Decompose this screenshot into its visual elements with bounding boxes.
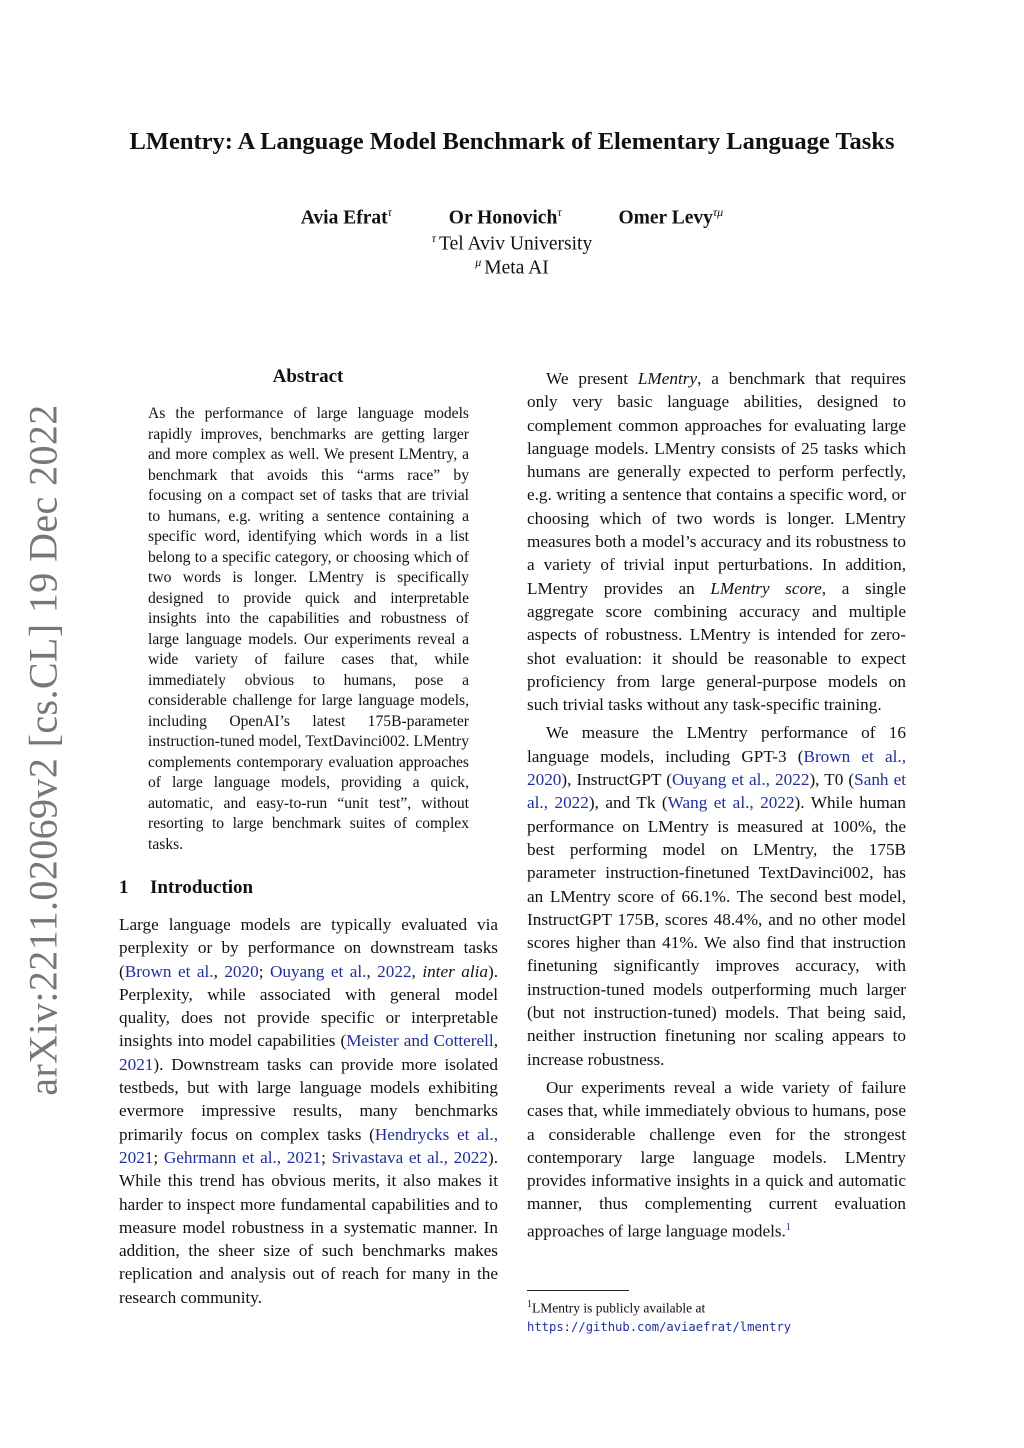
italic-text: LMentry score [710,578,822,598]
text-run: ; [321,1147,332,1167]
affiliation [0,231,1024,256]
abstract-heading: Abstract [272,366,344,387]
citation-link[interactable]: Ouyang et al., 2022 [671,770,810,790]
paragraph [527,1076,906,1243]
citation-link[interactable]: Ouyang et al. [269,961,367,981]
text-run: ). While human performance on LMentry is measured at 100%, the best performing model on LMentry, the 175B parameter instruction-finetuned TextDavinci002, has an LMentry score of 66.1%. The second best model, InstructGPT 175B, scores 48.4%, and no other model scores higher than 41%. We also find that instruction finetuning significantly improves accuracy, with instruction-tuned models outperforming much larger (but not instruction-tuned) models. That being said, neither instruction finetuning nor scaling appears to increase robustness. [527,793,906,1069]
intro-paragraph [119,913,498,1309]
text-run: We measure the LMentry performance of 16 language models, including GPT-3 ( [527,723,906,766]
citation-link[interactable]: 2020 [224,961,259,981]
text-run: , [366,961,378,981]
author-name: Avia Efrat [300,207,388,229]
section-heading [119,877,253,899]
section-title: Introduction [150,877,254,898]
text-run: , [493,1031,498,1051]
italic-text: inter alia [422,961,488,981]
paper-title: LMentry: A Language Model Benchmark of Elementary Language Tasks [129,128,895,155]
text-run: ), T0 ( [809,770,855,790]
citation-link[interactable]: Gehrmann et al., 2021 [163,1147,322,1167]
affiliation-mark: τ [387,205,392,219]
text-run: Our experiments reveal a wide variety of failure cases that, while immediately obvious to humans, pose a considerable challenge even for the strongest contemporary large language models. LMentry provides informative insights in a quick and automatic manner, thus complementing current evaluation approaches of large language models. [527,1077,906,1241]
github-link[interactable]: https://github.com/aviaefrat/lmentry [527,1319,792,1334]
citation-link[interactable]: Brown et al., 2020 [527,746,906,790]
citation-link[interactable]: Sanh et al., 2022 [527,770,907,813]
citation-link[interactable]: Brown et al. [124,961,214,981]
text-run: , [213,961,225,981]
citation-link[interactable]: Hendrycks et al., 2021 [119,1124,498,1167]
affiliation [0,255,1024,280]
author-list [0,205,1024,230]
text-run: ; [153,1147,164,1167]
text-run: , a single aggregate score combining accuracy and multiple aspects of robustness. LMentry is intended for zero-shot evaluation: it should be reasonable to expect proficiency from large general-purpose models on such trivial tasks without any task-specific training. [527,578,907,715]
text-run: ). Perplexity, while associated with general model quality, does not provide specific or interpretable insights into model capabilities ( [119,961,499,1051]
text-run: Large language models are typically evaluated via perplexity or by performance on downstream tasks ( [119,915,498,981]
paragraph [527,721,906,1070]
abstract-text: As the performance of large language models rapidly improves, benchmarks are getting larger and more complex as well. We present LMentry, a benchmark that avoids this “arms race” by focusing on a compact set of tasks that are trivial to humans, e.g. writing a sentence containing a specific word, identifying which words in a list belong to a specific category, or choosing which of two words is longer. LMentry is specifically designed to provide quick and interpretable insights into the capabilities and robustness of large language models. Our experiments reveal a wide variety of failure cases that, while immediately obvious to humans, pose a considerable challenge for large language models, including OpenAI’s latest 175B-parameter instruction-tuned model, TextDavinci002. LMentry complements contemporary evaluation approaches of large language models, providing a quick, automatic, and easy-to-run “unit test”, without resorting to large benchmark suites of complex tasks. [148,405,469,853]
footnote-mark: 1 [527,1299,532,1310]
right-column [527,367,906,1248]
affiliation-name: Meta AI [484,257,549,279]
author [301,205,392,230]
text-run: , a benchmark that requires only very basic language abilities, designed to complement common approaches for evaluating large language models. LMentry consists of 25 tasks which humans are generally expected to perform perfectly, e.g. writing a sentence that contains a specific word, or choosing which of two words is longer. LMentry measures both a model’s accuracy and its robustness to a variety of trivial input perturbations. In addition, LMentry provides an [527,369,906,598]
author-name: Or Honovich [448,207,558,229]
text-run: ), InstructGPT ( [561,770,672,790]
author-name: Omer Levy [618,207,713,229]
footnote-divider [527,1290,629,1291]
citation-link[interactable]: Srivastava et al., 2022 [331,1147,488,1167]
author [449,205,562,230]
footnote-text: LMentry is publicly available at [532,1300,706,1316]
citation-link[interactable]: 2021 [119,1054,154,1074]
footnote-ref[interactable]: 1 [785,1221,791,1233]
citation-link[interactable]: Wang et al., 2022 [667,793,795,813]
citation-link[interactable]: Meister and Cotterell [346,1031,494,1051]
affiliation-name: Tel Aviv University [439,233,593,255]
section-number: 1 [119,877,129,898]
arxiv-identifier: arXiv:2211.02069v2 [cs.CL] 19 Dec 2022 [20,404,66,1096]
text-run: ; [258,961,270,981]
footnote [527,1296,906,1336]
affiliation-mark: τ [557,205,562,219]
text-run: ). Downstream tasks can provide more isolated testbeds, but with large language models exhibiting evermore impressive results, many benchmarks primarily focus on complex tasks ( [119,1054,498,1144]
affiliation-mark: τμ [712,205,724,219]
text-run: ). While this trend has obvious merits, it also makes it harder to inspect more fundamental capabilities and to measure model robustness in a systematic manner. In addition, the sheer size of such benchmarks makes replication and analysis out of reach for many in the research community. [119,1147,499,1307]
text-run: ), and Tk ( [588,793,668,813]
text-run: , [411,961,423,981]
affiliation-mark: τ [431,231,437,245]
author [618,205,723,230]
citation-link[interactable]: 2022 [377,961,412,981]
paragraph [527,367,906,716]
italic-text: LMentry [637,369,698,388]
affiliation-mark: μ [475,255,482,269]
text-run: We present [546,369,638,388]
